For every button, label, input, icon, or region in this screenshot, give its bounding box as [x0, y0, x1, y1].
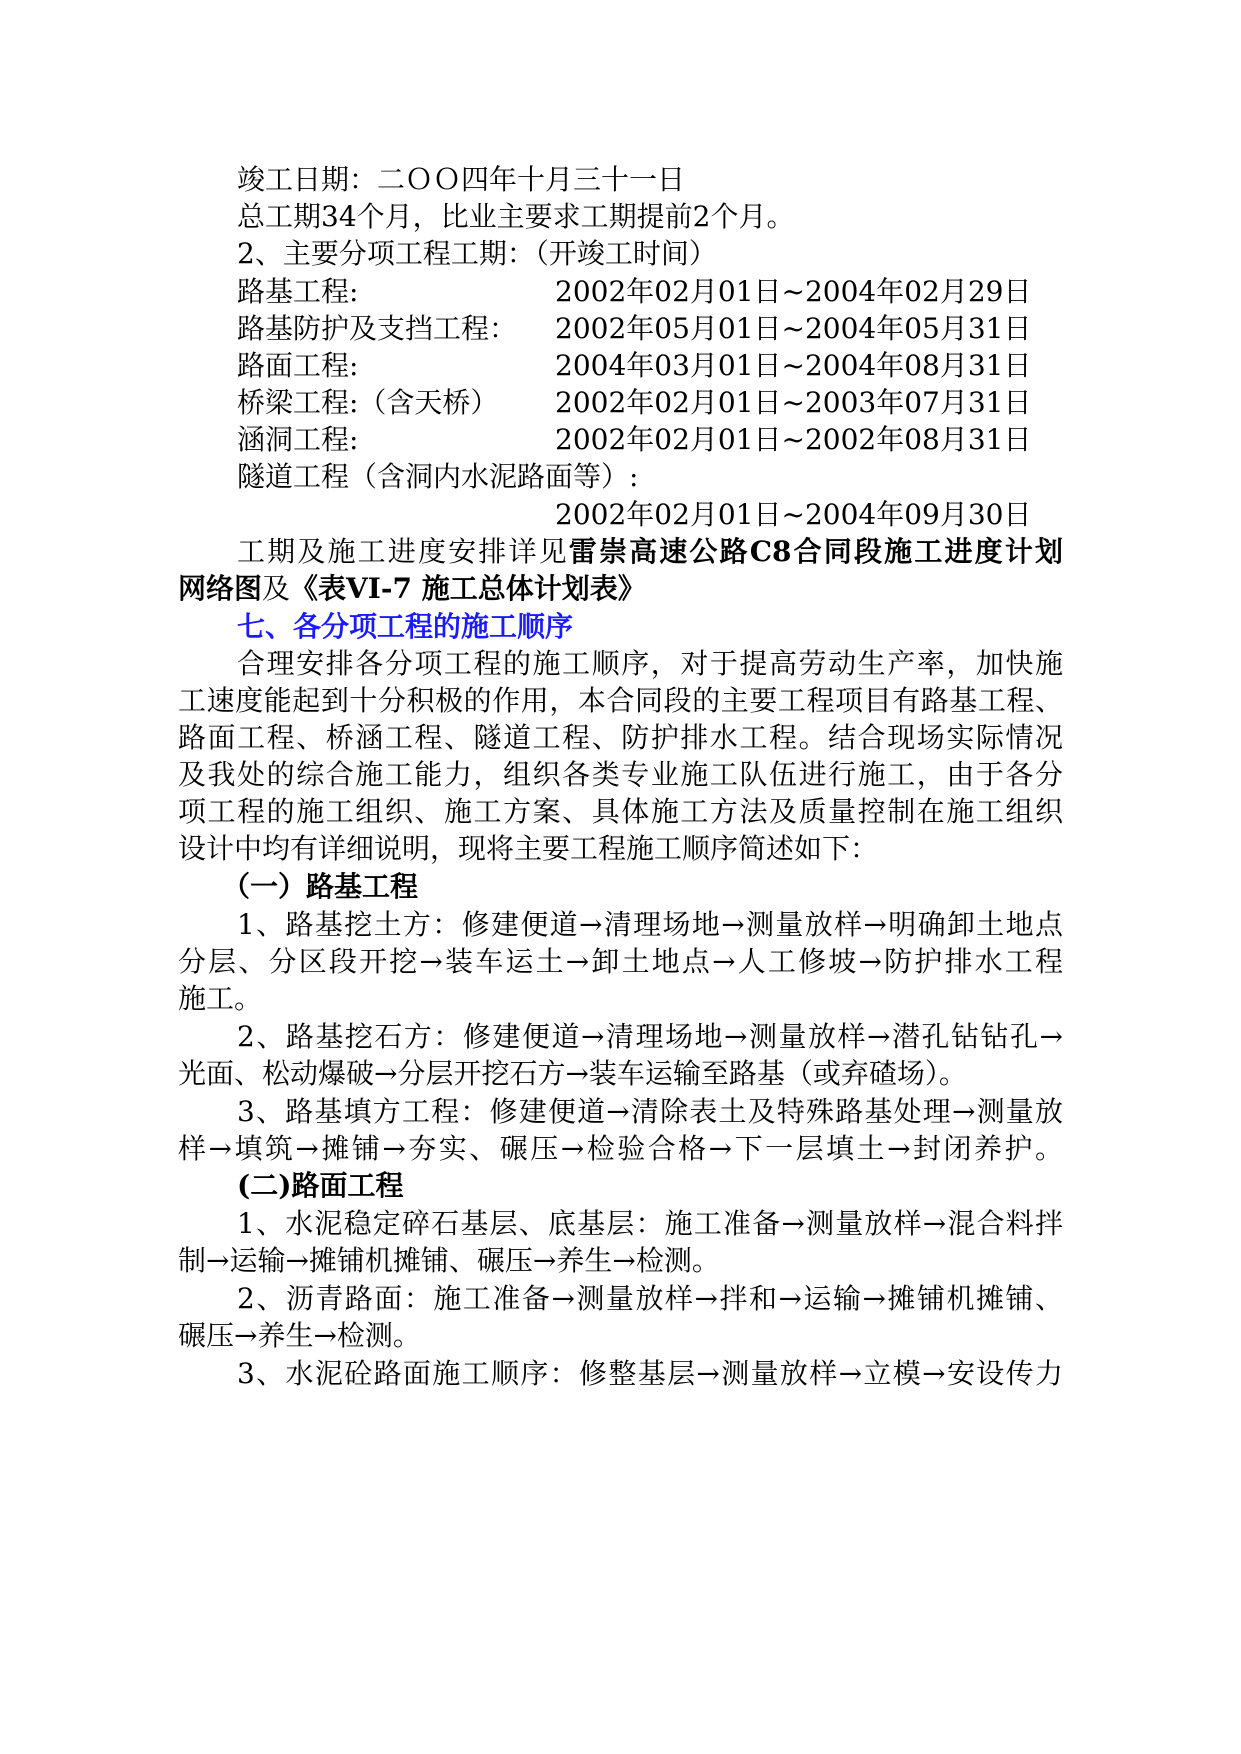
concrete-pavement-line: 3、水泥砼路面施工顺序：修整基层→测量放样→立模→安设传力 — [237, 1357, 1063, 1390]
subsection-pavement: (二)路面工程 — [237, 1169, 404, 1202]
total-duration: 总工期34个月，比业主要求工期提前2个月。 — [237, 200, 795, 233]
subsection-roadbed: （一）路基工程 — [222, 870, 419, 903]
schedule-item-range: 2002年05月01日~2004年05月31日 — [555, 312, 1032, 345]
schedule-item-name: 路面工程: — [237, 349, 359, 382]
cement-base-line: 1、水泥稳定碎石基层、底基层：施工准备→测量放样→混合料拌 — [237, 1207, 1063, 1240]
reference-and: 及 — [262, 572, 291, 605]
schedule-row — [237, 346, 1032, 386]
schedule-item-name: 路基防护及支挡工程： — [237, 312, 518, 345]
schedule-item-range: 2004年03月01日~2004年08月31日 — [555, 349, 1032, 382]
schedule-item-name: 桥梁工程:（含天桥） — [237, 386, 499, 419]
schedule-item-range: 2002年02月01日~2004年02月29日 — [555, 275, 1032, 308]
schedule-subtitle: 2、主要分项工程工期：（开竣工时间） — [237, 237, 717, 270]
schedule-row — [237, 383, 1032, 423]
schedule-item-range: 2002年02月01日~2002年08月31日 — [555, 423, 1032, 456]
intro-line: 及我处的综合施工能力，组织各类专业施工队伍进行施工，由于各分 — [178, 758, 1063, 791]
intro-line: 工速度能起到十分积极的作用，本合同段的主要工程项目有路基工程、 — [178, 684, 1063, 717]
schedule-row — [237, 309, 1032, 349]
intro-line: 项工程的施工组织、施工方案、具体施工方法及质量控制在施工组织 — [178, 795, 1063, 828]
schedule-item-name: 路基工程: — [237, 275, 359, 308]
cement-base-line: 制→运输→摊铺机摊铺、碾压→养生→检测。 — [178, 1244, 720, 1277]
intro-line: 合理安排各分项工程的施工顺序，对于提高劳动生产率，加快施 — [237, 647, 1063, 680]
schedule-row — [237, 420, 1032, 460]
reference-line-2 — [178, 569, 1063, 609]
fill-work-line: 样→填筑→摊铺→夯实、碾压→检验合格→下一层填土→封闭养护。 — [178, 1132, 1063, 1165]
intro-line: 设计中均有详细说明，现将主要工程施工顺序简述如下： — [178, 832, 879, 865]
tunnel-range: 2002年02月01日~2004年09月30日 — [555, 498, 1032, 531]
asphalt-line: 2、沥青路面：施工准备→测量放样→拌和→运输→摊铺机摊铺、 — [237, 1282, 1063, 1315]
roadbed-excavation-line: 施工。 — [178, 982, 263, 1015]
tunnel-name: 隧道工程（含洞内水泥路面等）: — [237, 460, 639, 493]
reference-line-1 — [237, 532, 1063, 572]
rock-excavation-line: 2、路基挖石方：修建便道→清理场地→测量放样→潜孔钻钻孔→ — [237, 1020, 1063, 1053]
rock-excavation-line: 光面、松动爆破→分层开挖石方→装车运输至路基（或弃碴场）。 — [178, 1057, 967, 1090]
roadbed-excavation-line: 1、路基挖土方：修建便道→清理场地→测量放样→明确卸土地点 — [237, 908, 1063, 941]
asphalt-line: 碾压→养生→检测。 — [178, 1319, 421, 1352]
section-heading: 七、各分项工程的施工顺序 — [237, 610, 574, 643]
reference-plan-title: 雷崇高速公路C8合同段施工进度计划 — [568, 535, 1063, 568]
reference-prefix: 工期及施工进度安排详见 — [237, 535, 569, 568]
reference-network: 网络图 — [178, 572, 263, 605]
schedule-item-range: 2002年02月01日~2003年07月31日 — [555, 386, 1032, 419]
schedule-item-name: 涵洞工程: — [237, 423, 359, 456]
fill-work-line: 3、路基填方工程：修建便道→清除表土及特殊路基处理→测量放 — [237, 1095, 1063, 1128]
intro-line: 路面工程、桥涵工程、隧道工程、防护排水工程。结合现场实际情况 — [178, 721, 1063, 754]
schedule-row — [237, 272, 1032, 312]
roadbed-excavation-line: 分层、分区段开挖→装车运土→卸土地点→人工修坡→防护排水工程 — [178, 945, 1063, 978]
completion-date: 竣工日期：二ＯＯ四年十月三十一日 — [237, 163, 686, 196]
reference-table-title: 《表VI-7 施工总体计划表》 — [290, 572, 646, 605]
